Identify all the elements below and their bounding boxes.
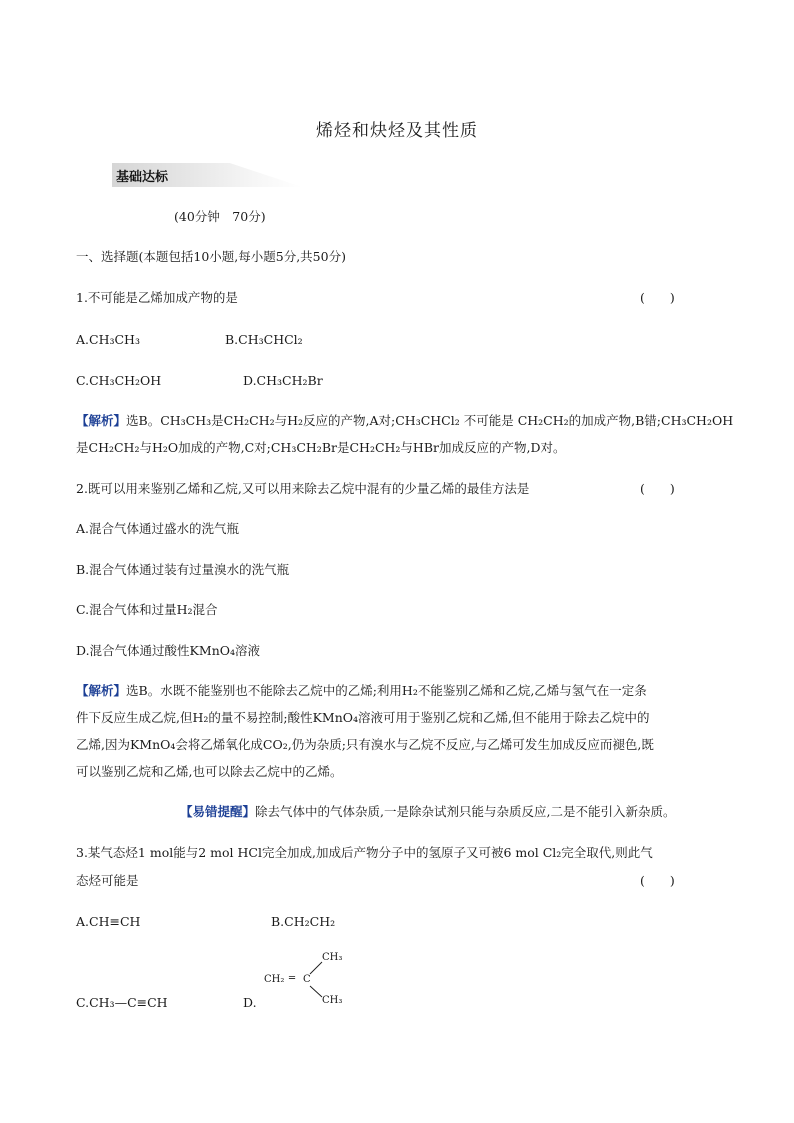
part-heading: 一、选择题(本题包括10小题,每小题5分,共50分) [76,249,346,264]
section-label: 基础达标 [116,170,169,185]
bond-lower [310,986,322,997]
q3-stem-line2: 态烃可能是 [76,873,139,888]
q3-option-a: A.CH≡CH [76,914,141,929]
q2-tip [180,802,675,822]
q3-option-b: B.CH₂CH₂ [271,914,336,929]
structure-bottom-group: CH₃ [322,995,343,1006]
q3-option-d: D. [243,995,257,1010]
structure-left-group: CH₂ [264,974,285,985]
q1-option-c: C.CH₃CH₂OH [76,373,162,388]
q1-option-b: B.CH₃CHCl₂ [225,332,303,347]
q2-stem: 2.既可以用来鉴别乙烯和乙烷,又可以用来除去乙烷中混有的少量乙烯的最佳方法是 [76,481,530,496]
q1-analysis-line2: 是CH₂CH₂与H₂O加成的产物,C对;CH₃CH₂Br是CH₂CH₂与HBr加成反应的产物,D对。 [76,440,566,455]
q2-tip-text: 除去气体中的气体杂质,一是除杂试剂只能与杂质反应,二是不能引入新杂质。 [255,804,676,819]
q2-option-d: D.混合气体通过酸性KMnO₄溶液 [76,643,260,658]
q1-option-d: D.CH₃CH₂Br [243,373,323,388]
section-banner [112,163,302,187]
q1-stem: 1.不可能是乙烯加成产物的是 [76,290,238,305]
structure-center-carbon: C [303,974,311,985]
q2-answer-paren: ( ) [640,481,675,496]
q2-analysis-line1 [76,681,647,701]
q2-analysis-text1: 选B。水既不能鉴别也不能除去乙烷中的乙烯;利用H₂不能鉴别乙烯和乙烷,乙烯与氢气在一定条 [126,683,647,698]
q2-analysis-line2: 件下反应生成乙烷,但H₂的量不易控制;酸性KMnO₄溶液可用于鉴别乙烷和乙烯,但不能用于除去乙烷中的 [76,710,650,725]
structure-bonds [262,950,362,1010]
structure-top-group: CH₃ [322,952,343,963]
q2-analysis-line3: 乙烯,因为KMnO₄会将乙烯氧化成CO₂,仍为杂质;只有溴水与乙烷不反应,与乙烯可发生加成反应而褪色,既 [76,737,654,752]
q3-structure-formula [262,950,362,1010]
q2-option-b: B.混合气体通过装有过量溴水的洗气瓶 [76,562,290,577]
q1-answer-paren: ( ) [640,290,675,305]
q1-analysis-line1 [76,411,733,431]
bond-upper [310,962,322,974]
q2-analysis-line4: 可以鉴别乙烷和乙烯,也可以除去乙烷中的乙烯。 [76,764,343,779]
document-title: 烯烃和炔烃及其性质 [316,121,478,141]
time-score: (40分钟 70分) [174,209,266,224]
q2-option-a: A.混合气体通过盛水的洗气瓶 [76,521,240,536]
q1-analysis-label: 【解析】 [76,413,127,428]
q1-option-a: A.CH₃CH₃ [76,332,140,347]
structure-double-bond: ═ [289,973,296,984]
q3-option-c: C.CH₃—C≡CH [76,995,168,1010]
q2-analysis-label: 【解析】 [76,683,127,698]
q2-option-c: C.混合气体和过量H₂混合 [76,602,218,617]
q3-answer-paren: ( ) [640,873,675,888]
q1-analysis-text1: 选B。CH₃CH₃是CH₂CH₂与H₂反应的产物,A对;CH₃CHCl₂ 不可能是 CH₂CH₂的加成产物,B错;CH₃CH₂OH [126,413,734,428]
q2-tip-label: 【易错提醒】 [180,804,256,819]
q3-stem-line1: 3.某气态烃1 mol能与2 mol HCl完全加成,加成后产物分子中的氢原子又可被6 mol Cl₂完全取代,则此气 [76,845,653,860]
